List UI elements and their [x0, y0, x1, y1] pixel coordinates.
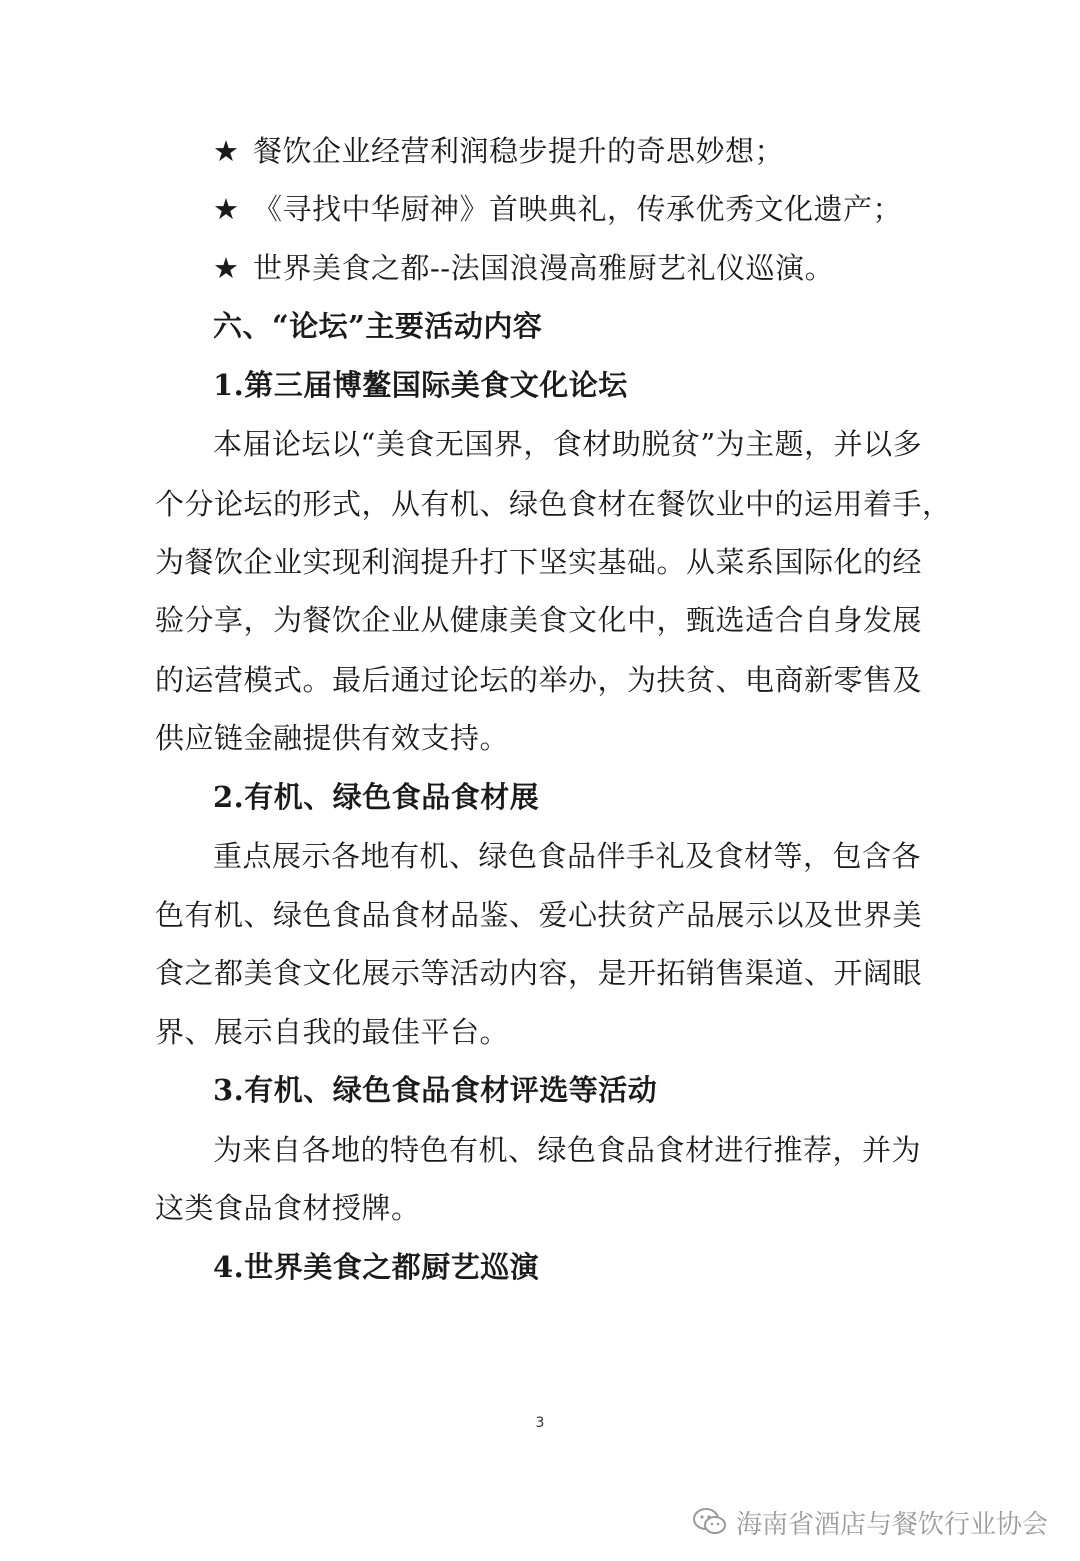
bullet-line: [213, 189, 993, 229]
watermark: [692, 1502, 1048, 1542]
bullet-text: 《寻找中华厨神》首映典礼，传承优秀文化遗产；: [253, 192, 903, 226]
paragraph-line: 供应链金融提供有效支持。: [155, 721, 510, 755]
page-number: 3: [535, 1415, 545, 1431]
star-icon: ★: [213, 251, 240, 285]
wechat-icon: [692, 1507, 728, 1537]
paragraph-line: 食之都美食文化展示等活动内容，是开拓销售渠道、开阔眼: [155, 956, 923, 990]
item-heading: 3.有机、绿色食品食材评选等活动: [213, 1073, 658, 1107]
paragraph-line: 本届论坛以“美食无国界，食材助脱贫”为主题，并以多: [213, 427, 923, 461]
bullet-text: 餐饮企业经营利润稳步提升的奇思妙想；: [253, 134, 785, 168]
bullet-line: [213, 131, 993, 171]
paragraph-line: 验分享，为餐饮企业从健康美食文化中，甄选适合自身发展: [155, 603, 923, 637]
item-heading: 2.有机、绿色食品食材展: [213, 780, 540, 814]
star-icon: ★: [213, 192, 240, 226]
paragraph-line: 为餐饮企业实现利润提升打下坚实基础。从菜系国际化的经: [155, 545, 923, 579]
paragraph-line: 个分论坛的形式，从有机、绿色食材在餐饮业中的运用着手，: [155, 487, 952, 521]
paragraph-line: 为来自各地的特色有机、绿色食品食材进行推荐，并为: [213, 1133, 922, 1167]
watermark-text: 海南省酒店与餐饮行业协会: [736, 1509, 1049, 1540]
star-icon: ★: [213, 134, 240, 168]
paragraph-line: 的运营模式。最后通过论坛的举办，为扶贫、电商新零售及: [155, 663, 923, 697]
item-heading: 1.第三届博鳌国际美食文化论坛: [213, 368, 628, 402]
item-heading: 4.世界美食之都厨艺巡演: [213, 1250, 540, 1284]
paragraph-line: 色有机、绿色食品食材品鉴、爱心扶贫产品展示以及世界美: [155, 898, 923, 932]
paragraph-line: 界、展示自我的最佳平台。: [155, 1015, 510, 1049]
paragraph-line: 这类食品食材授牌。: [155, 1191, 421, 1225]
bullet-text: 世界美食之都--法国浪漫高雅厨艺礼仪巡演。: [253, 251, 835, 285]
section-title: 六、“论坛”主要活动内容: [213, 309, 543, 343]
paragraph-line: 重点展示各地有机、绿色食品伴手礼及食材等，包含各: [213, 839, 922, 873]
bullet-line: [213, 248, 993, 288]
